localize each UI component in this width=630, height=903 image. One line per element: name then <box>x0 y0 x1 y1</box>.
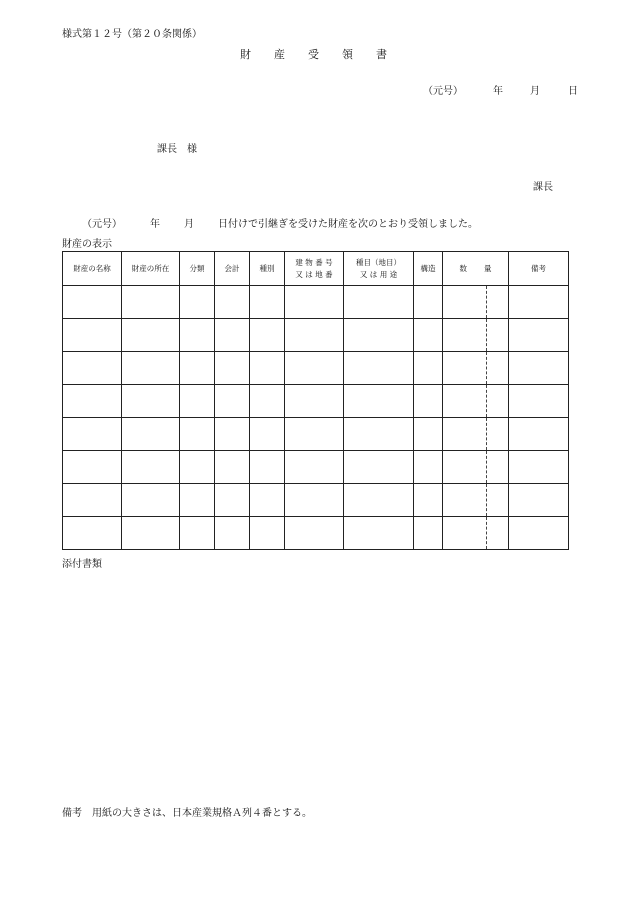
date-day: 日 <box>568 86 578 97</box>
table-cell[interactable] <box>414 286 443 319</box>
table-row <box>63 286 569 319</box>
date-year: 年 <box>493 86 503 97</box>
header-classification: 分類 <box>180 252 215 286</box>
table-cell[interactable] <box>509 352 569 385</box>
table-cell[interactable] <box>285 352 344 385</box>
table-cell[interactable] <box>122 484 180 517</box>
sender: 課長 <box>533 182 553 193</box>
table-cell[interactable] <box>344 352 414 385</box>
table-cell[interactable] <box>285 517 344 550</box>
table-cell[interactable] <box>344 319 414 352</box>
table-cell[interactable] <box>63 385 122 418</box>
date-line <box>423 82 578 97</box>
table-cell[interactable] <box>509 484 569 517</box>
table-cell[interactable] <box>122 286 180 319</box>
form-number: 様式第１２号（第２０条関係） <box>62 29 202 40</box>
table-cell[interactable] <box>487 418 509 451</box>
table-cell[interactable] <box>509 385 569 418</box>
header-building-no: 建 物 番 号 又 は 地 番 <box>285 252 344 286</box>
header-remarks: 備考 <box>509 252 569 286</box>
section-label: 財産の表示 <box>62 239 112 250</box>
table-cell[interactable] <box>215 451 250 484</box>
table-cell[interactable] <box>285 319 344 352</box>
table-header-row <box>63 252 569 286</box>
table-cell[interactable] <box>122 451 180 484</box>
body-year: 年 <box>150 219 160 230</box>
addressee: 課長 様 <box>157 144 197 155</box>
header-type: 種別 <box>250 252 285 286</box>
table-cell[interactable] <box>63 517 122 550</box>
header-name: 財産の名称 <box>63 252 122 286</box>
table-cell[interactable] <box>215 484 250 517</box>
table-cell[interactable] <box>414 385 443 418</box>
table-cell[interactable] <box>180 517 215 550</box>
table-cell[interactable] <box>344 385 414 418</box>
table-cell[interactable] <box>344 418 414 451</box>
table-cell[interactable] <box>487 484 509 517</box>
table-cell[interactable] <box>443 484 487 517</box>
table-cell[interactable] <box>63 418 122 451</box>
table-cell[interactable] <box>250 352 285 385</box>
document-title <box>240 43 387 62</box>
table-cell[interactable] <box>250 451 285 484</box>
table-cell[interactable] <box>344 517 414 550</box>
date-month: 月 <box>530 86 540 97</box>
table-cell[interactable] <box>509 517 569 550</box>
table-cell[interactable] <box>63 484 122 517</box>
table-cell[interactable] <box>285 385 344 418</box>
table-cell[interactable] <box>285 451 344 484</box>
table-cell[interactable] <box>63 286 122 319</box>
table-cell[interactable] <box>122 517 180 550</box>
table-cell[interactable] <box>344 286 414 319</box>
table-cell[interactable] <box>180 352 215 385</box>
table-cell[interactable] <box>414 484 443 517</box>
body-rest: 日付けで引継ぎを受けた財産を次のとおり受領しました。 <box>218 219 478 230</box>
table-cell[interactable] <box>487 286 509 319</box>
table-cell[interactable] <box>443 319 487 352</box>
table-cell[interactable] <box>180 484 215 517</box>
table-cell[interactable] <box>285 418 344 451</box>
header-location: 財産の所在 <box>122 252 180 286</box>
table-cell[interactable] <box>122 319 180 352</box>
property-table <box>62 251 569 550</box>
table-cell[interactable] <box>443 517 487 550</box>
table-cell[interactable] <box>344 484 414 517</box>
table-cell[interactable] <box>509 418 569 451</box>
body-text <box>82 215 478 230</box>
header-account: 会計 <box>215 252 250 286</box>
table-row <box>63 517 569 550</box>
table-row <box>63 451 569 484</box>
table-cell[interactable] <box>250 484 285 517</box>
table-cell[interactable] <box>487 517 509 550</box>
body-month: 月 <box>184 219 194 230</box>
table-cell[interactable] <box>509 286 569 319</box>
table-cell[interactable] <box>122 418 180 451</box>
table-cell[interactable] <box>285 484 344 517</box>
title-char: 財 <box>240 48 251 61</box>
table-cell[interactable] <box>215 517 250 550</box>
table-cell[interactable] <box>63 352 122 385</box>
table-cell[interactable] <box>215 418 250 451</box>
table-cell[interactable] <box>509 451 569 484</box>
header-quantity: 数 量 <box>443 252 509 286</box>
table-cell[interactable] <box>63 451 122 484</box>
table-cell[interactable] <box>215 385 250 418</box>
table-cell[interactable] <box>180 451 215 484</box>
table-cell[interactable] <box>414 319 443 352</box>
table-cell[interactable] <box>487 319 509 352</box>
table-cell[interactable] <box>180 286 215 319</box>
title-char: 領 <box>342 48 353 61</box>
table-cell[interactable] <box>443 451 487 484</box>
table-cell[interactable] <box>215 352 250 385</box>
table-cell[interactable] <box>414 451 443 484</box>
table-row <box>63 385 569 418</box>
table-cell[interactable] <box>509 319 569 352</box>
table-cell[interactable] <box>443 286 487 319</box>
table-cell[interactable] <box>285 286 344 319</box>
table-cell[interactable] <box>250 418 285 451</box>
footnote: 備考 用紙の大きさは、日本産業規格Ａ列４番とする。 <box>62 808 312 819</box>
table-cell[interactable] <box>180 319 215 352</box>
table-cell[interactable] <box>414 352 443 385</box>
table-cell[interactable] <box>443 385 487 418</box>
table-cell[interactable] <box>487 385 509 418</box>
table-cell[interactable] <box>250 319 285 352</box>
table-row <box>63 418 569 451</box>
table-row <box>63 352 569 385</box>
table-cell[interactable] <box>487 451 509 484</box>
table-cell[interactable] <box>487 352 509 385</box>
table-cell[interactable] <box>180 418 215 451</box>
header-structure: 構造 <box>414 252 443 286</box>
table-cell[interactable] <box>344 451 414 484</box>
table-cell[interactable] <box>250 286 285 319</box>
date-era: （元号） <box>423 86 463 97</box>
header-category: 種目（地目） 又 は 用 途 <box>344 252 414 286</box>
table-row <box>63 484 569 517</box>
table-cell[interactable] <box>215 286 250 319</box>
table-cell[interactable] <box>443 418 487 451</box>
body-era: （元号） <box>82 219 122 230</box>
table-row <box>63 319 569 352</box>
table-cell[interactable] <box>122 385 180 418</box>
title-char: 受 <box>308 48 319 61</box>
title-char: 産 <box>274 48 285 61</box>
table-cell[interactable] <box>250 517 285 550</box>
table-cell[interactable] <box>414 418 443 451</box>
table-cell[interactable] <box>63 319 122 352</box>
table-cell[interactable] <box>122 352 180 385</box>
table-cell[interactable] <box>414 517 443 550</box>
title-char: 書 <box>376 48 387 61</box>
table-cell[interactable] <box>443 352 487 385</box>
table-cell[interactable] <box>215 319 250 352</box>
attachments-label: 添付書類 <box>62 559 102 570</box>
table-cell[interactable] <box>180 385 215 418</box>
table-cell[interactable] <box>250 385 285 418</box>
